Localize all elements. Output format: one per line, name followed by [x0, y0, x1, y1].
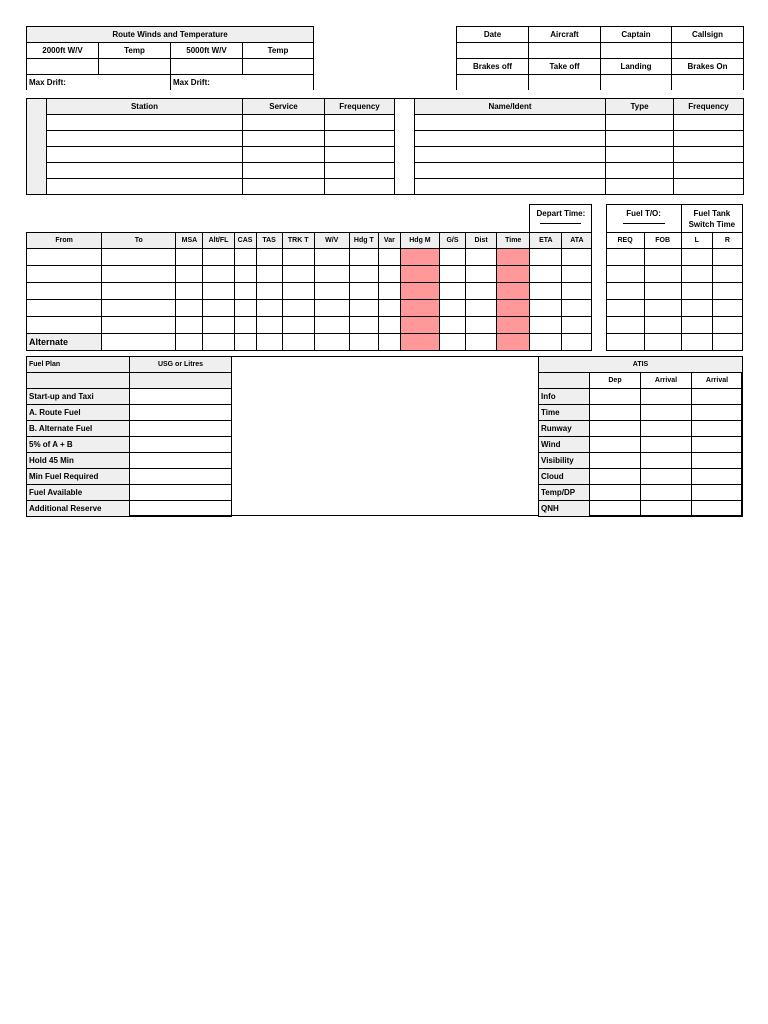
atis-cell[interactable]: [590, 437, 641, 453]
cell-2000ft-wv[interactable]: [27, 59, 99, 75]
log-cell[interactable]: [27, 317, 102, 334]
nav-cell[interactable]: [415, 115, 606, 131]
col-l: L: [681, 233, 712, 249]
fuel-tank-label-2: Switch Time: [688, 219, 736, 229]
log-cell[interactable]: [27, 266, 102, 283]
log-cell[interactable]: [439, 334, 465, 351]
col-2000ft-wv: 2000ft W/V: [27, 43, 99, 59]
atis-cell[interactable]: [692, 469, 743, 485]
col-time: Time: [497, 233, 530, 249]
type-header: Type: [606, 99, 674, 115]
fuel-row-startup: Start-up and Taxi: [27, 389, 130, 405]
log-cell[interactable]: [314, 266, 349, 283]
fuel-value[interactable]: [130, 485, 232, 501]
log-cell[interactable]: [176, 334, 203, 351]
log-cell[interactable]: [203, 317, 234, 334]
log-cell[interactable]: [349, 317, 378, 334]
atis-cell[interactable]: [692, 453, 743, 469]
fuel-row-min-required: Min Fuel Required: [27, 469, 130, 485]
log-cell[interactable]: [234, 334, 256, 351]
fuel-value[interactable]: [130, 453, 232, 469]
route-winds-table: [26, 26, 314, 90]
atis-cell[interactable]: [692, 437, 743, 453]
fuel-tank-label-1: Fuel Tank: [693, 208, 731, 218]
log-cell[interactable]: [378, 249, 400, 266]
flight-info-table: [456, 26, 744, 90]
atis-cell[interactable]: [590, 485, 641, 501]
log-row: [27, 249, 743, 266]
atis-cell[interactable]: [641, 469, 692, 485]
log-cell[interactable]: [234, 283, 256, 300]
alternate-label: Alternate: [27, 334, 102, 351]
cell-5000ft-wv[interactable]: [171, 59, 243, 75]
log-cell[interactable]: [562, 249, 592, 266]
take-off-field[interactable]: [529, 75, 601, 91]
brakes-off-label: Brakes off: [457, 59, 529, 75]
captain-field[interactable]: [601, 43, 672, 59]
nav-cell[interactable]: [674, 179, 744, 195]
atis-cell[interactable]: [641, 453, 692, 469]
log-cell[interactable]: [256, 283, 282, 300]
col-tas: TAS: [256, 233, 282, 249]
log-cell[interactable]: [530, 283, 562, 300]
log-cell[interactable]: [530, 317, 562, 334]
nav-cell[interactable]: [415, 147, 606, 163]
fuel-cell[interactable]: [644, 283, 681, 300]
fuel-cell[interactable]: [712, 334, 742, 351]
nav-cell[interactable]: [243, 131, 325, 147]
col-r: R: [712, 233, 742, 249]
fuel-tank-box: [681, 205, 742, 233]
log-cell[interactable]: [349, 300, 378, 317]
log-cell[interactable]: [234, 266, 256, 283]
col-temp-1: Temp: [99, 43, 171, 59]
nav-cell[interactable]: [606, 179, 674, 195]
log-cell[interactable]: [378, 334, 400, 351]
log-cell[interactable]: [256, 317, 282, 334]
log-cell[interactable]: [439, 249, 465, 266]
callsign-label: Callsign: [672, 27, 744, 43]
brakes-on-label: Brakes On: [672, 59, 744, 75]
nav-cell[interactable]: [415, 179, 606, 195]
fuel-unit-header: USG or Litres: [130, 357, 232, 373]
fuel-to-label: Fuel T/O:: [626, 209, 661, 218]
depart-time-box: [530, 205, 592, 233]
nav-cell[interactable]: [47, 147, 243, 163]
fuel-row-alternate: B. Alternate Fuel: [27, 421, 130, 437]
nav-cell[interactable]: [674, 163, 744, 179]
col-hdg-m: Hdg M: [400, 233, 439, 249]
col-ata: ATA: [562, 233, 592, 249]
time-cell[interactable]: [497, 317, 530, 334]
nav-cell[interactable]: [243, 163, 325, 179]
log-cell[interactable]: [176, 300, 203, 317]
log-cell[interactable]: [203, 334, 234, 351]
fuel-cell[interactable]: [681, 334, 712, 351]
col-5000ft-wv: 5000ft W/V: [171, 43, 243, 59]
aircraft-field[interactable]: [529, 43, 601, 59]
col-dist: Dist: [466, 233, 497, 249]
time-cell[interactable]: [497, 300, 530, 317]
atis-row-visibility: Visibility: [539, 453, 590, 469]
route-winds-title: Route Winds and Temperature: [27, 27, 314, 43]
col-temp-2: Temp: [243, 43, 314, 59]
depart-time-label: Depart Time:: [536, 209, 586, 218]
fuel-cell[interactable]: [681, 300, 712, 317]
col-hdg-t: Hdg T: [349, 233, 378, 249]
log-cell[interactable]: [349, 334, 378, 351]
hdg-m-cell[interactable]: [400, 334, 439, 351]
atis-row-temp-dp: Temp/DP: [539, 485, 590, 501]
log-cell[interactable]: [27, 300, 102, 317]
log-cell[interactable]: [530, 249, 562, 266]
fuel-cell[interactable]: [644, 300, 681, 317]
fuel-cell[interactable]: [606, 300, 644, 317]
col-trk-t: TRK T: [282, 233, 314, 249]
atis-cell[interactable]: [692, 501, 743, 517]
atis-title: ATIS: [539, 357, 743, 373]
nav-cell[interactable]: [325, 147, 395, 163]
fuel-cell[interactable]: [712, 300, 742, 317]
log-cell[interactable]: [562, 266, 592, 283]
atis-row-wind: Wind: [539, 437, 590, 453]
nav-cell[interactable]: [606, 131, 674, 147]
log-cell[interactable]: [282, 249, 314, 266]
atis-arrival-header-2: Arrival: [692, 373, 743, 389]
hdg-m-cell[interactable]: [400, 317, 439, 334]
nav-cell[interactable]: [243, 115, 325, 131]
log-cell[interactable]: [102, 334, 176, 351]
time-cell[interactable]: [497, 266, 530, 283]
col-var: Var: [378, 233, 400, 249]
nav-cell[interactable]: [415, 163, 606, 179]
atis-cell[interactable]: [590, 453, 641, 469]
atis-cell[interactable]: [590, 389, 641, 405]
nav-cell[interactable]: [325, 115, 395, 131]
log-cell[interactable]: [439, 266, 465, 283]
atis-cell[interactable]: [641, 389, 692, 405]
nav-cell[interactable]: [674, 131, 744, 147]
fuel-cell[interactable]: [712, 266, 742, 283]
fuel-cell[interactable]: [681, 266, 712, 283]
log-cell[interactable]: [282, 266, 314, 283]
log-row: [27, 266, 743, 283]
col-msa: MSA: [176, 233, 203, 249]
nav-cell[interactable]: [325, 179, 395, 195]
atis-cell[interactable]: [641, 405, 692, 421]
log-cell[interactable]: [203, 249, 234, 266]
log-cell[interactable]: [439, 317, 465, 334]
fuel-to-line[interactable]: [623, 222, 665, 224]
log-cell[interactable]: [176, 249, 203, 266]
log-row: [27, 283, 743, 300]
log-cell[interactable]: [349, 266, 378, 283]
atis-row-runway: Runway: [539, 421, 590, 437]
station-header: Station: [47, 99, 243, 115]
atis-cell[interactable]: [692, 485, 743, 501]
log-cell[interactable]: [378, 283, 400, 300]
max-drift-1: Max Drift:: [27, 75, 171, 91]
log-cell[interactable]: [378, 300, 400, 317]
log-cell[interactable]: [314, 317, 349, 334]
max-drift-2: Max Drift:: [171, 75, 314, 91]
fuel-cell[interactable]: [644, 249, 681, 266]
atis-row-info: Info: [539, 389, 590, 405]
name-ident-header: Name/Ident: [415, 99, 606, 115]
fuel-plan-title: Fuel Plan: [27, 357, 130, 373]
fuel-cell[interactable]: [681, 283, 712, 300]
nav-cell[interactable]: [47, 131, 243, 147]
log-cell[interactable]: [176, 317, 203, 334]
fuel-cell[interactable]: [606, 266, 644, 283]
fuel-row-available: Fuel Available: [27, 485, 130, 501]
landing-field[interactable]: [601, 75, 672, 91]
log-cell[interactable]: [234, 249, 256, 266]
atis-cell[interactable]: [641, 501, 692, 517]
log-cell[interactable]: [530, 300, 562, 317]
log-cell[interactable]: [234, 300, 256, 317]
nav-cell[interactable]: [243, 147, 325, 163]
nav-cell[interactable]: [325, 131, 395, 147]
aircraft-label: Aircraft: [529, 27, 601, 43]
hdg-m-cell[interactable]: [400, 283, 439, 300]
hdg-m-cell[interactable]: [400, 300, 439, 317]
log-cell[interactable]: [314, 300, 349, 317]
date-field[interactable]: [457, 43, 529, 59]
atis-cell[interactable]: [692, 389, 743, 405]
atis-cell[interactable]: [692, 421, 743, 437]
fuel-row-hold: Hold 45 Min: [27, 453, 130, 469]
log-cell[interactable]: [314, 249, 349, 266]
log-cell[interactable]: [27, 283, 102, 300]
atis-dep-header: Dep: [590, 373, 641, 389]
cell-temp-2[interactable]: [243, 59, 314, 75]
nav-cell[interactable]: [47, 115, 243, 131]
log-cell[interactable]: [282, 300, 314, 317]
frequency-header-right: Frequency: [674, 99, 744, 115]
fuel-cell[interactable]: [712, 317, 742, 334]
log-cell[interactable]: [256, 249, 282, 266]
nav-cell[interactable]: [47, 163, 243, 179]
fuel-cell[interactable]: [681, 249, 712, 266]
fuel-cell[interactable]: [712, 249, 742, 266]
fuel-cell[interactable]: [644, 334, 681, 351]
nav-cell[interactable]: [243, 179, 325, 195]
hdg-m-cell[interactable]: [400, 249, 439, 266]
service-header: Service: [243, 99, 325, 115]
log-cell[interactable]: [314, 283, 349, 300]
fuel-cell[interactable]: [606, 249, 644, 266]
fuel-cell[interactable]: [606, 317, 644, 334]
fuel-value[interactable]: [130, 501, 232, 517]
log-cell[interactable]: [27, 249, 102, 266]
fuel-cell[interactable]: [606, 334, 644, 351]
log-cell[interactable]: [102, 249, 176, 266]
depart-time-line[interactable]: [540, 222, 581, 224]
log-cell[interactable]: [282, 283, 314, 300]
date-label: Date: [457, 27, 529, 43]
log-cell[interactable]: [562, 317, 592, 334]
nav-cell[interactable]: [415, 131, 606, 147]
col-to: To: [102, 233, 176, 249]
take-off-label: Take off: [529, 59, 601, 75]
log-cell[interactable]: [349, 283, 378, 300]
atis-cell[interactable]: [590, 469, 641, 485]
log-cell[interactable]: [282, 334, 314, 351]
log-cell[interactable]: [530, 334, 562, 351]
col-gs: G/S: [439, 233, 465, 249]
col-cas: CAS: [234, 233, 256, 249]
fuel-cell[interactable]: [644, 317, 681, 334]
fuel-cell[interactable]: [606, 283, 644, 300]
cell-temp-1[interactable]: [99, 59, 171, 75]
log-cell[interactable]: [203, 266, 234, 283]
log-cell[interactable]: [466, 317, 497, 334]
col-wv: W/V: [314, 233, 349, 249]
fuel-row-5pct: 5% of A + B: [27, 437, 130, 453]
landing-label: Landing: [601, 59, 672, 75]
atis-row-cloud: Cloud: [539, 469, 590, 485]
log-row: [27, 317, 743, 334]
nav-cell[interactable]: [674, 147, 744, 163]
log-cell[interactable]: [102, 266, 176, 283]
fuel-value[interactable]: [130, 405, 232, 421]
log-cell[interactable]: [203, 300, 234, 317]
log-cell[interactable]: [530, 266, 562, 283]
log-cell[interactable]: [314, 334, 349, 351]
atis-cell[interactable]: [590, 501, 641, 517]
log-cell[interactable]: [439, 300, 465, 317]
frequency-header-left: Frequency: [325, 99, 395, 115]
col-from: From: [27, 233, 102, 249]
log-cell[interactable]: [466, 266, 497, 283]
brakes-on-field[interactable]: [672, 75, 744, 91]
log-cell[interactable]: [176, 283, 203, 300]
log-cell[interactable]: [378, 266, 400, 283]
log-cell[interactable]: [562, 300, 592, 317]
col-alt-fl: Alt/FL: [203, 233, 234, 249]
log-cell[interactable]: [256, 300, 282, 317]
log-cell[interactable]: [282, 317, 314, 334]
atis-row-qnh: QNH: [539, 501, 590, 517]
atis-cell[interactable]: [641, 485, 692, 501]
log-cell[interactable]: [256, 266, 282, 283]
nav-log-table: [26, 204, 743, 351]
log-cell[interactable]: [466, 300, 497, 317]
nav-side-shade: [27, 99, 47, 195]
col-eta: ETA: [530, 233, 562, 249]
alternate-row: [27, 334, 743, 351]
brakes-off-field[interactable]: [457, 75, 529, 91]
col-req: REQ: [606, 233, 644, 249]
col-fob: FOB: [644, 233, 681, 249]
log-row: [27, 300, 743, 317]
atis-table: [538, 356, 743, 517]
atis-row-time: Time: [539, 405, 590, 421]
callsign-field[interactable]: [672, 43, 744, 59]
fuel-row-route: A. Route Fuel: [27, 405, 130, 421]
fuel-plan-table: [26, 356, 232, 517]
fuel-cell[interactable]: [712, 283, 742, 300]
log-cell[interactable]: [234, 317, 256, 334]
fuel-to-box: [606, 205, 681, 233]
log-cell[interactable]: [349, 249, 378, 266]
fuel-value[interactable]: [130, 389, 232, 405]
nav-cell[interactable]: [674, 115, 744, 131]
fuel-value[interactable]: [130, 469, 232, 485]
hdg-m-cell[interactable]: [400, 266, 439, 283]
log-cell[interactable]: [439, 283, 465, 300]
log-cell[interactable]: [256, 334, 282, 351]
atis-cell[interactable]: [590, 421, 641, 437]
log-cell[interactable]: [466, 283, 497, 300]
log-cell[interactable]: [102, 300, 176, 317]
log-cell[interactable]: [562, 334, 592, 351]
atis-cell[interactable]: [641, 437, 692, 453]
log-cell[interactable]: [102, 283, 176, 300]
nav-aids-table: [26, 98, 744, 195]
nav-cell[interactable]: [325, 163, 395, 179]
atis-cell[interactable]: [590, 405, 641, 421]
fuel-row-reserve: Additional Reserve: [27, 501, 130, 517]
nav-cell[interactable]: [606, 163, 674, 179]
time-cell[interactable]: [497, 334, 530, 351]
atis-cell[interactable]: [641, 421, 692, 437]
log-cell[interactable]: [466, 334, 497, 351]
log-cell[interactable]: [176, 266, 203, 283]
atis-arrival-header-1: Arrival: [641, 373, 692, 389]
nav-divider: [395, 99, 415, 195]
log-cell[interactable]: [378, 317, 400, 334]
time-cell[interactable]: [497, 283, 530, 300]
fuel-cell[interactable]: [644, 266, 681, 283]
log-cell[interactable]: [203, 283, 234, 300]
fuel-value[interactable]: [130, 421, 232, 437]
log-cell[interactable]: [562, 283, 592, 300]
fuel-value[interactable]: [130, 437, 232, 453]
time-cell[interactable]: [497, 249, 530, 266]
nav-cell[interactable]: [606, 147, 674, 163]
atis-cell[interactable]: [692, 405, 743, 421]
nav-cell[interactable]: [47, 179, 243, 195]
log-cell[interactable]: [466, 249, 497, 266]
log-cell[interactable]: [102, 317, 176, 334]
fuel-cell[interactable]: [681, 317, 712, 334]
nav-cell[interactable]: [606, 115, 674, 131]
captain-label: Captain: [601, 27, 672, 43]
